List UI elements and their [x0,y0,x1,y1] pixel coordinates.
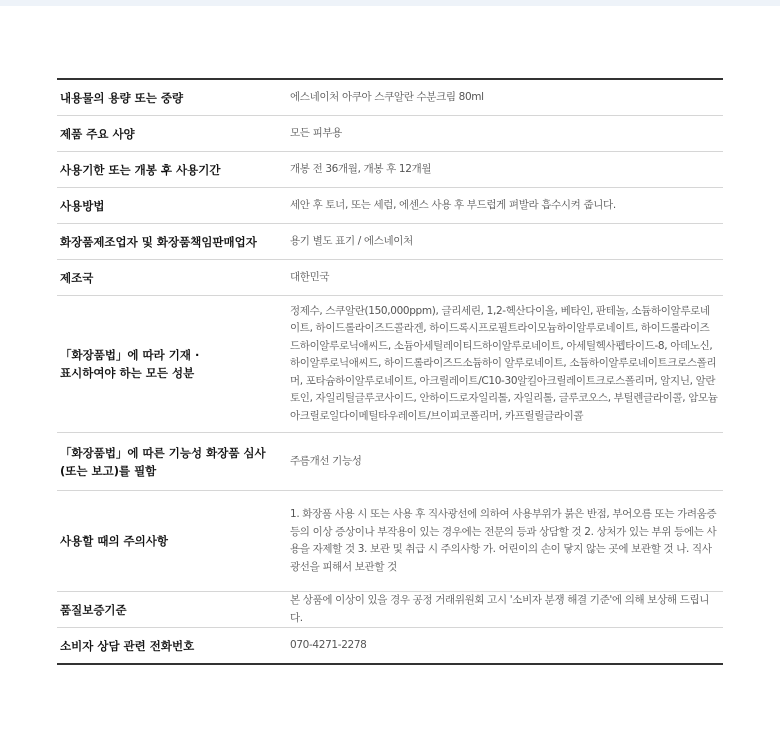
row-label: 품질보증기준 [57,592,290,628]
table-row [57,491,723,592]
table-row [57,592,723,628]
table-row [57,224,723,260]
table-row [57,296,723,433]
table-row [57,188,723,224]
row-value: 용기 별도 표기 / 에스네이처 [290,224,723,260]
table-row [57,433,723,491]
row-label: 사용할 때의 주의사항 [57,491,290,592]
row-label: 화장품제조업자 및 화장품책임판매업자 [57,224,290,260]
row-label: 제조국 [57,260,290,296]
row-label: 소비자 상담 관련 전화번호 [60,638,195,653]
row-label: 내용물의 용량 또는 중량 [57,79,290,116]
row-label: 제품 주요 사양 [57,116,290,152]
row-value: 세안 후 토너, 또는 세럼, 에센스 사용 후 부드럽게 펴발라 흡수시켜 줍니다. [290,188,723,224]
table-row [57,628,723,665]
product-info-table [57,78,723,665]
table-row [57,152,723,188]
table-row [57,116,723,152]
row-value: 주름개선 기능성 [290,433,723,491]
table-row [57,260,723,296]
row-label: 「화장품법」에 따른 기능성 화장품 심사 (또는 보고)를 필함 [57,433,290,491]
table-row [57,79,723,116]
row-value: 대한민국 [290,260,723,296]
row-label: 사용방법 [57,188,290,224]
row-value: 개봉 전 36개월, 개봉 후 12개월 [290,152,723,188]
row-label: 「화장품법」에 따라 기재 · 표시하여야 하는 모든 성분 [57,296,290,433]
top-strip [0,0,780,6]
row-value: 1. 화장품 사용 시 또는 사용 후 직사광선에 의하여 사용부위가 붉은 반점, 부어오름 또는 가려움증 등의 이상 증상이나 부작용이 있는 경우에는 전문의 등과 상담할 것 2. 상처가 있는 부위 등에는 사용을 자제할 것 3. 보관 및 취급 시 주의사항 가. 어린이의 손이 닿지 않는 곳에 보관할 것 나. 직사광선을 피해서 보관할 것 [290,491,723,592]
row-value: 에스네이처 아쿠아 스쿠알란 수분크림 80ml [290,79,723,116]
row-value: 정제수, 스쿠알란(150,000ppm), 글리세린, 1,2-헥산다이올, 베타인, 판테놀, 소듐하이알루로네이트, 하이드롤라이즈드콜라겐, 하이드록시프로필트라이모늄하이알루로네이트, 하이드롤라이즈드하이알루로닉애씨드, 소듐아세틸레이티드하이알루로네이트, 아세틸헥사펩타이드-8, 아데노신, 하이알루로닉애씨드, 하이드롤라이즈드소듐하이 알루로네이트, 소듐하이알루로네이트크로스폴리머, 포타슘하이알루로네이트, 아크릴레이트/C10-30알킬아크릴레이트크로스폴리머, 알지닌, 알란토인, 자일리틸글루코사이드, 안하이드로자일리톨, 자일리톨, 글루코오스, 부틸렌글라이콜, 암모늄아크릴로일다이메틸타우레이트/브이피코폴리머, 카프릴릴글라이콜 [290,296,723,433]
row-label: 사용기한 또는 개봉 후 사용기간 [57,152,290,188]
row-value: 본 상품에 이상이 있을 경우 공정 거래위원회 고시 '소비자 분쟁 해결 기준'에 의해 보상해 드립니다. [290,592,723,628]
row-value: 070-4271-2278 [290,638,367,651]
row-value: 모든 피부용 [290,116,723,152]
